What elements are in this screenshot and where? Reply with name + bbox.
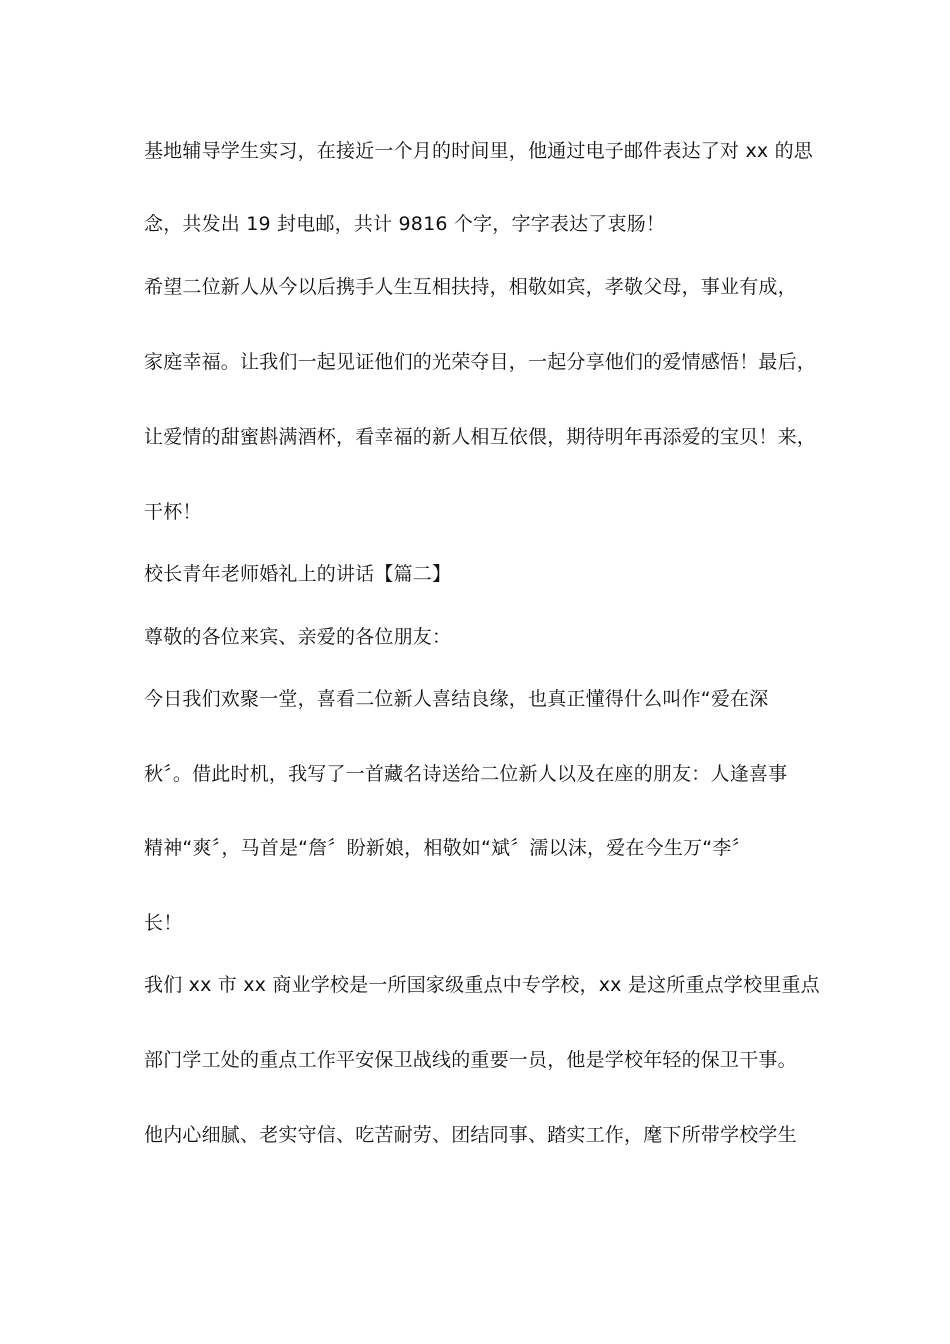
text-line-1: 基地辅导学生实习，在接近一个月的时间里，他通过电子邮件表达了对 xx 的思	[144, 140, 813, 162]
text-line-5: 让爱情的甜蜜斟满酒杯，看幸福的新人相互依偎，期待明年再添爱的宝贝！来，	[144, 426, 817, 448]
text-line-2: 念，共发出 19 封电邮，共计 9816 个字，字字表达了衷肠！	[144, 213, 666, 235]
text-line-13: 我们 xx 市 xx 商业学校是一所国家级重点中专学校，xx 是这所重点学校里重点	[144, 974, 820, 996]
text-line-12: 长！	[144, 912, 183, 934]
salutation: 尊敬的各位来宾、亲爱的各位朋友：	[144, 626, 452, 648]
text-line-11: 精神“爽〞，马首是“詹〞盼新娘，相敬如“斌〞濡以沫，爱在今生万“李〞	[144, 837, 751, 859]
text-line-6: 干杯！	[144, 501, 202, 523]
text-line-10: 秋〞。借此时机，我写了一首藏名诗送给二位新人以及在座的朋友：人逢喜事	[144, 763, 788, 785]
text-line-3: 希望二位新人从今以后携手人生互相扶持，相敬如宾，孝敬父母，事业有成，	[144, 276, 797, 298]
section-heading: 校长青年老师婚礼上的讲话【篇二】	[144, 563, 452, 585]
text-line-9: 今日我们欢聚一堂，喜看二位新人喜结良缘，也真正懂得什么叫作“爱在深	[144, 688, 769, 710]
text-line-15: 他内心细腻、老实守信、吃苦耐劳、团结同事、踏实工作，麾下所带学校学生	[144, 1124, 797, 1146]
text-line-4: 家庭幸福。让我们一起见证他们的光荣夺目，一起分享他们的爱情感悟！最后，	[144, 351, 817, 373]
text-line-14: 部门学工处的重点工作平安保卫战线的重要一员，他是学校年轻的保卫干事。	[144, 1049, 797, 1071]
